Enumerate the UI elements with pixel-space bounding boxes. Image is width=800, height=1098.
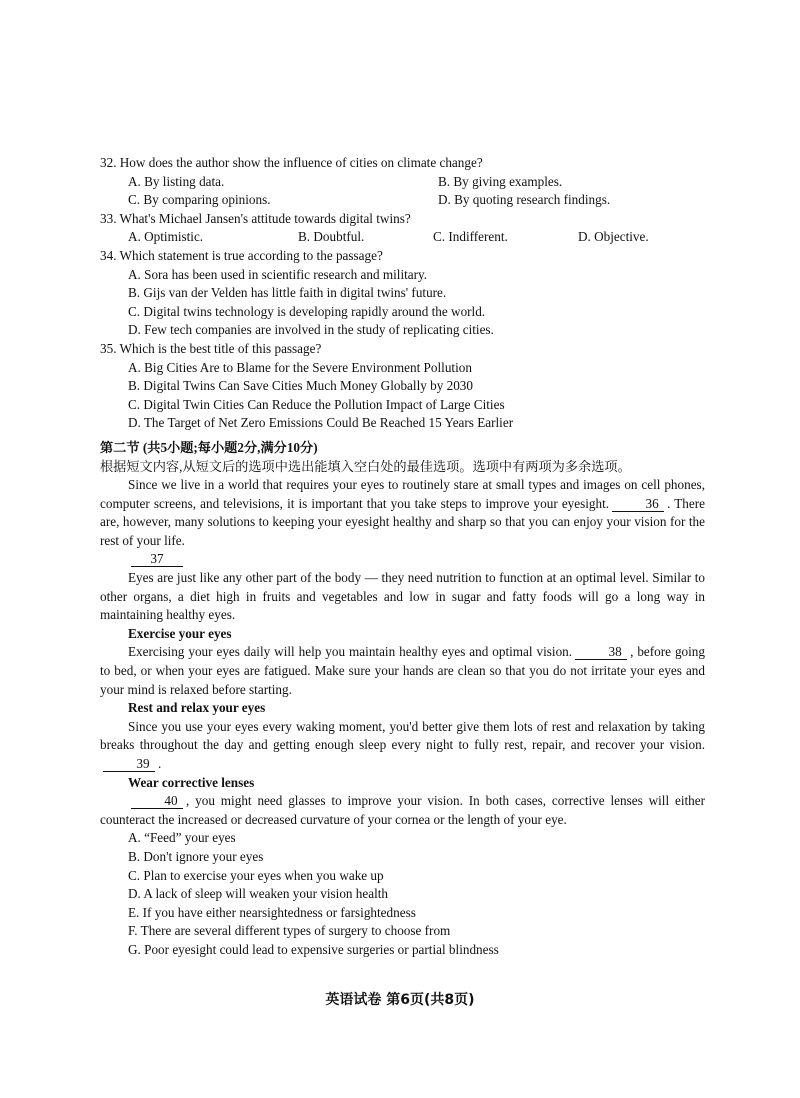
question-35 <box>100 340 705 433</box>
option-b: B. Digital Twins Can Save Cities Much Money Globally by 2030 <box>128 378 473 394</box>
question-stem: 34. Which statement is true according to the passage? <box>100 247 383 263</box>
question-stem: 35. Which is the best title of this passage? <box>100 340 322 356</box>
option-d: D. The Target of Net Zero Emissions Could Be Reached 15 Years Earlier <box>128 415 514 431</box>
option-d: D. Few tech companies are involved in the study of replicating cities. <box>128 322 494 338</box>
page-footer: 英语试卷 第6页(共8页) <box>325 992 475 1008</box>
passage-paragraph-1 <box>100 476 705 550</box>
blank-39: 39 <box>103 756 155 772</box>
blank-37: 37 <box>131 551 183 567</box>
option-c: C. Indifferent. <box>433 229 508 245</box>
choice-e: E. If you have either nearsightedness or farsightedness <box>128 904 416 920</box>
paragraph-text: . <box>158 756 162 771</box>
option-c: C. Digital twins technology is developing rapidly around the world. <box>128 303 486 319</box>
paragraph-text: , before going to bed, or when your eyes are fatigued. Make sure your hands are clean so that you do not irritate your eyes and your mind is relaxed before starting. <box>100 644 705 697</box>
choice-d: D. A lack of sleep will weaken your vision health <box>128 886 389 902</box>
paragraph-text: Exercising your eyes daily will help you maintain healthy eyes and optimal vision. <box>128 644 573 660</box>
option-b: B. Gijs van der Velden has little faith in digital twins' future. <box>128 285 447 301</box>
section-title: 第二节 (共5小题;每小题2分,满分10分) <box>100 439 318 455</box>
heading-lenses: Wear corrective lenses <box>128 774 255 790</box>
option-a: A. Big Cities Are to Blame for the Severe Environment Pollution <box>128 359 472 375</box>
question-34 <box>100 247 705 340</box>
option-a: A. By listing data. <box>128 173 225 189</box>
paragraph-text: Since you use your eyes every waking moment, you'd better give them lots of rest and relaxation by taking breaks throughout the day and getting enough sleep every night to fully rest, repair, and recover your vision. <box>100 718 705 753</box>
passage-paragraph-2: Eyes are just like any other part of the body — they need nutrition to function at an optimal level. Similar to other organs, a diet high in fruits and vegetables and low in sugar and fatty foods will go a long way in maintaining healthy eyes. <box>100 570 705 623</box>
question-stem: 33. What's Michael Jansen's attitude towards digital twins? <box>100 210 411 226</box>
paragraph-text: , you might need glasses to improve your vision. In both cases, corrective lenses will either counteract the increased or decreased curvature of your cornea or the length of your eye. <box>100 793 705 827</box>
option-c: C. Digital Twin Cities Can Reduce the Pollution Impact of Large Cities <box>128 396 505 412</box>
heading-exercise: Exercise your eyes <box>128 625 232 641</box>
paragraph-text: Since we live in a world that requires your eyes to routinely stare at small types and images on cell phones, computer screens, and televisions, it is important that you take steps to improve your eyesight. <box>100 477 705 511</box>
option-d: D. Objective. <box>578 229 649 245</box>
option-d: D. By quoting research findings. <box>438 192 611 208</box>
passage-paragraph-4 <box>100 718 705 774</box>
blank-36: 36 <box>612 496 664 512</box>
question-stem: 32. How does the author show the influence of cities on climate change? <box>100 155 483 170</box>
option-b: B. By giving examples. <box>438 173 563 189</box>
question-33 <box>100 210 705 247</box>
paragraph-text: . There are, however, many solutions to keeping your eyesight healthy and sharp so that you can enjoy your vision for the rest of your life. <box>100 495 705 548</box>
choice-f: F. There are several different types of surgery to choose from <box>128 923 451 939</box>
blank-38: 38 <box>575 644 627 660</box>
answer-choices <box>100 829 705 959</box>
choice-b: B. Don't ignore your eyes <box>128 848 264 864</box>
choice-a: A. “Feed” your eyes <box>128 830 236 846</box>
blank-40: 40 <box>131 793 183 809</box>
section-instruction: 根据短文内容,从短文后的选项中选出能填入空白处的最佳选项。选项中有两项为多余选项。 <box>100 458 631 474</box>
blank-37-line <box>100 550 705 569</box>
page-content <box>100 154 705 960</box>
option-c: C. By comparing opinions. <box>128 192 271 208</box>
passage-paragraph-3 <box>100 643 705 699</box>
passage-paragraph-5 <box>100 792 705 829</box>
choice-g: G. Poor eyesight could lead to expensive surgeries or partial blindness <box>128 941 499 957</box>
question-32 <box>100 154 705 210</box>
heading-rest: Rest and relax your eyes <box>128 700 266 716</box>
option-a: A. Sora has been used in scientific research and military. <box>128 266 428 282</box>
option-a: A. Optimistic. <box>128 229 204 245</box>
option-b: B. Doubtful. <box>298 229 365 245</box>
choice-c: C. Plan to exercise your eyes when you wake up <box>128 867 384 883</box>
